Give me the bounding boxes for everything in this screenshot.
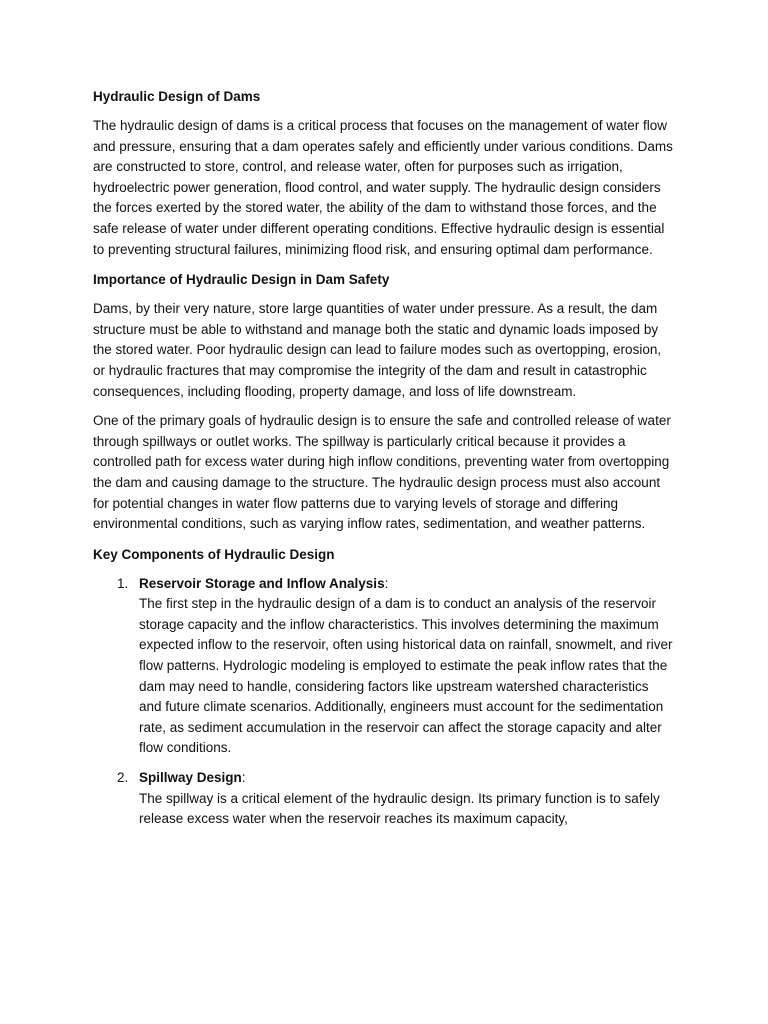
list-item-colon: : — [241, 770, 246, 786]
list-item-body: The first step in the hydraulic design of a dam is to conduct an analysis of the reservoir storage capacity and the inflow characteristics. This involves determining the maximum expected inflow to the reservoir, often using historical data on rainfall, snowmelt, and river flow patterns. Hydrologic modeling is employed to estimate the peak inflow rates that the dam may need to handle, considering factors like upstream watershed characteristics and future climate scenarios. Additionally, engineers must account for the sedimentation rate, as sediment accumulation in the reservoir can affect the storage capacity and alter flow conditions. — [139, 596, 673, 756]
list-item-number: 2. — [117, 770, 129, 786]
list-item-colon: : — [384, 575, 389, 591]
list-item-number: 1. — [117, 575, 129, 591]
dam-safety-paragraph-1: Dams, by their very nature, store large quantities of water under pressure. As a result, the dam structure must be able to withstand and manage both the static and dynamic loads imposed by the stored water. Poor hydraulic design can lead to failure modes such as overtopping, erosion, or hydraulic fractures that may compromise the integrity of the dam and result in catastrophic consequences, including flooding, property damage, and loss of life downstream. — [93, 301, 662, 399]
list-item-title: Spillway Design — [139, 770, 242, 786]
dam-safety-paragraph-2: One of the primary goals of hydraulic design is to ensure the safe and controlled release of water through spillways or outlet works. The spillway is particularly critical because it provides a controlled path for excess water during high inflow conditions, preventing water from overtopping the dam and causing damage to the structure. The hydraulic design process must also account for potential changes in water flow patterns due to varying levels of storage and differing environmental conditions, such as varying inflow rates, sedimentation, and weather patterns. — [93, 413, 671, 532]
list-item — [93, 768, 674, 830]
intro-paragraph: The hydraulic design of dams is a critical process that focuses on the management of water flow and pressure, ensuring that a dam operates safely and efficiently under various conditions. Dams are constructed to store, control, and release water, often for purposes such as irrigation, hydroelectric power generation, flood control, and water supply. The hydraulic design considers the forces exerted by the stored water, the ability of the dam to withstand those forces, and the safe release of water under different operating conditions. Effective hydraulic design is essential to preventing structural failures, minimizing flood risk, and ensuring optimal dam performance. — [93, 118, 673, 257]
list-item-title: Reservoir Storage and Inflow Analysis — [139, 575, 385, 591]
section-heading-key-components: Key Components of Hydraulic Design — [93, 546, 335, 562]
section-heading-dam-safety: Importance of Hydraulic Design in Dam Safety — [93, 272, 390, 288]
document-title: Hydraulic Design of Dams — [93, 89, 261, 104]
list-item — [93, 574, 674, 759]
key-components-list — [93, 574, 674, 830]
list-item-body: The spillway is a critical element of the hydraulic design. Its primary function is to safely release excess water when the reservoir reaches its maximum capacity, — [139, 790, 660, 827]
